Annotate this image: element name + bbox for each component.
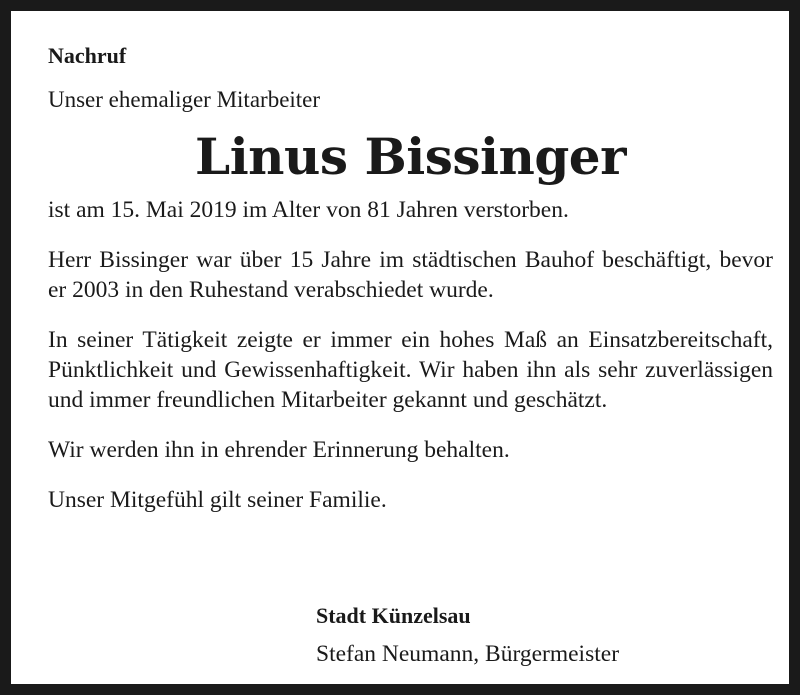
paragraph-employment: Herr Bissinger war über 15 Jahre im städtischen Bauhof beschäftigt, bevor er 2003 in den Ruhestand verabschiedet wurde. xyxy=(48,247,773,303)
notice-heading: Nachruf xyxy=(48,43,127,68)
signature-block xyxy=(316,601,766,669)
paragraph-character: In seiner Tätigkeit zeigte er immer ein hohes Maß an Einsatzbereitschaft, Pünktlichkeit und Gewissenhaftigkeit. Wir haben ihn als sehr zuverlässigen und immer freundlichen Mitarbeiter gekannt und geschätzt. xyxy=(48,327,773,413)
signature-organization: Stadt Künzelsau xyxy=(316,603,471,628)
paragraph-condolence: Unser Mitgefühl gilt seiner Familie. xyxy=(48,487,387,513)
intro-line: Unser ehemaliger Mitarbeiter xyxy=(48,87,321,112)
obituary-content xyxy=(48,41,773,535)
signature-person: Stefan Neumann, Bürgermeister xyxy=(316,641,620,667)
deceased-name: Linus Bissinger xyxy=(195,127,626,186)
paragraph-death-date: ist am 15. Mai 2019 im Alter von 81 Jahren verstorben. xyxy=(48,197,569,223)
paragraph-remembrance: Wir werden ihn in ehrender Erinnerung behalten. xyxy=(48,437,510,463)
